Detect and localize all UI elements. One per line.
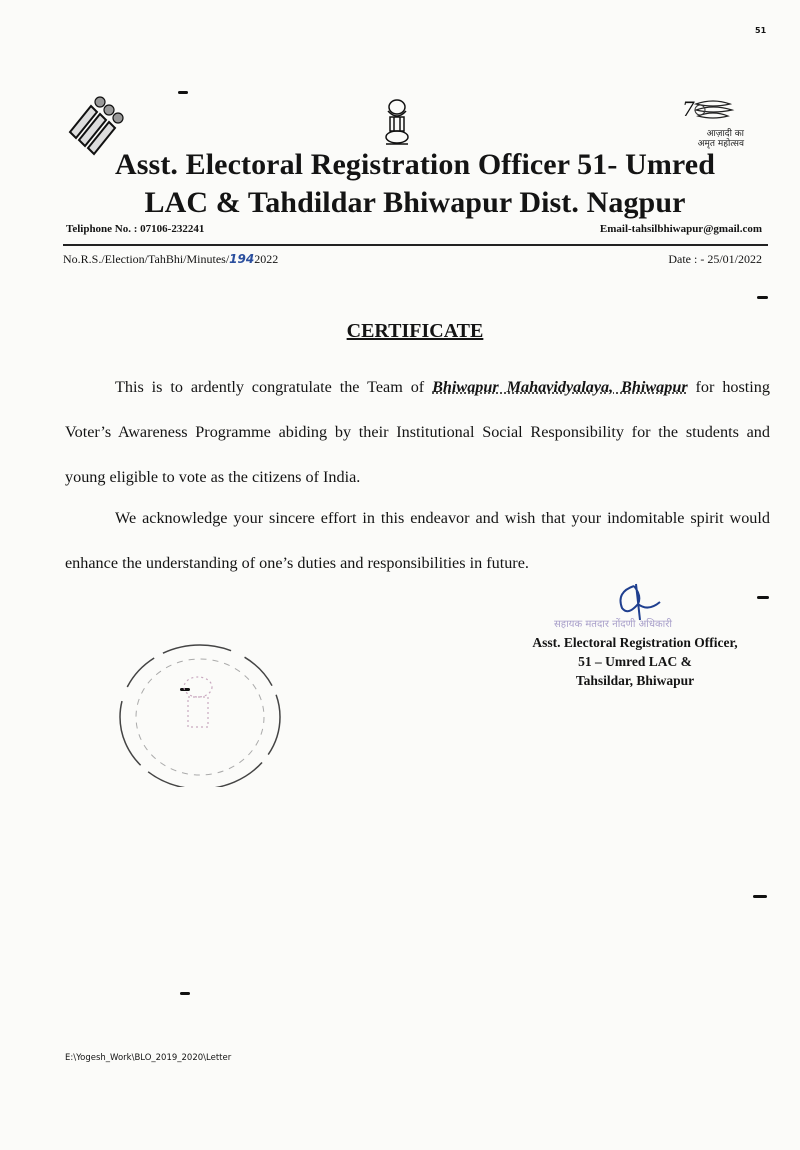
reference-year: 2022 — [254, 252, 279, 266]
page-number: 51 — [755, 26, 767, 35]
azadi-line2: अमृत महोत्सव — [697, 139, 744, 149]
signatory-block — [500, 633, 770, 690]
college-name: Bhiwapur Mahavidyalaya, Bhiwapur — [432, 378, 688, 396]
certificate-title: CERTIFICATE — [346, 320, 484, 342]
state-emblem-icon — [382, 97, 412, 149]
hindi-designation-stamp: सहायक मतदार नोंदणी अधिकारी — [554, 619, 672, 630]
signatory-designation: Asst. Electoral Registration Officer, — [532, 635, 738, 650]
file-path: E:\Yogesh_Work\BLO_2019_2020\Letter — [65, 1053, 232, 1063]
para2-text: We acknowledge your sincere effort in this endeavor and wish that your indomitable spirit would enhance the understanding of one’s duties and responsibilities in future. — [65, 509, 770, 572]
paragraph-congratulation — [65, 365, 770, 500]
scan-mark — [180, 992, 190, 995]
reference-number — [63, 252, 278, 267]
signatory-constituency: 51 – Umred LAC & — [578, 654, 692, 669]
azadi-line1: आज़ादी का — [706, 129, 744, 139]
handwritten-number: 194 — [229, 252, 255, 266]
azadi-ka-amrit-mahotsav-logo — [668, 96, 744, 152]
paragraph-acknowledgement — [65, 496, 770, 586]
para1-end: for hosting Voter’s Awareness Programme abiding by their Institutional Social Responsibility for the students and young eligible to vote as the citizens of India. — [65, 378, 770, 486]
office-seal-icon — [110, 637, 290, 787]
email-address: Email-tahsilbhiwapur@gmail.com — [599, 223, 762, 235]
scan-mark — [178, 91, 188, 94]
header-divider — [63, 244, 768, 246]
tricolor-flag-icon — [668, 96, 744, 124]
svg-text:7: 7 — [682, 97, 695, 121]
signatory-office: Tahsildar, Bhiwapur — [575, 673, 695, 688]
office-title-line2: LAC & Tahdildar Bhiwapur Dist. Nagpur — [144, 186, 686, 219]
office-title-line1: Asst. Electoral Registration Officer 51- Umred — [115, 148, 715, 181]
scan-mark — [753, 895, 767, 898]
reference-prefix: No.R.S./Election/TahBhi/Minutes/ — [63, 252, 230, 266]
letter-date: Date : - 25/01/2022 — [668, 252, 762, 266]
scan-mark — [757, 296, 768, 299]
scan-mark — [757, 596, 769, 599]
para1-start: This is to ardently congratulate the Team of — [115, 378, 433, 396]
telephone-number: Teliphone No. : 07106-232241 — [66, 223, 205, 235]
